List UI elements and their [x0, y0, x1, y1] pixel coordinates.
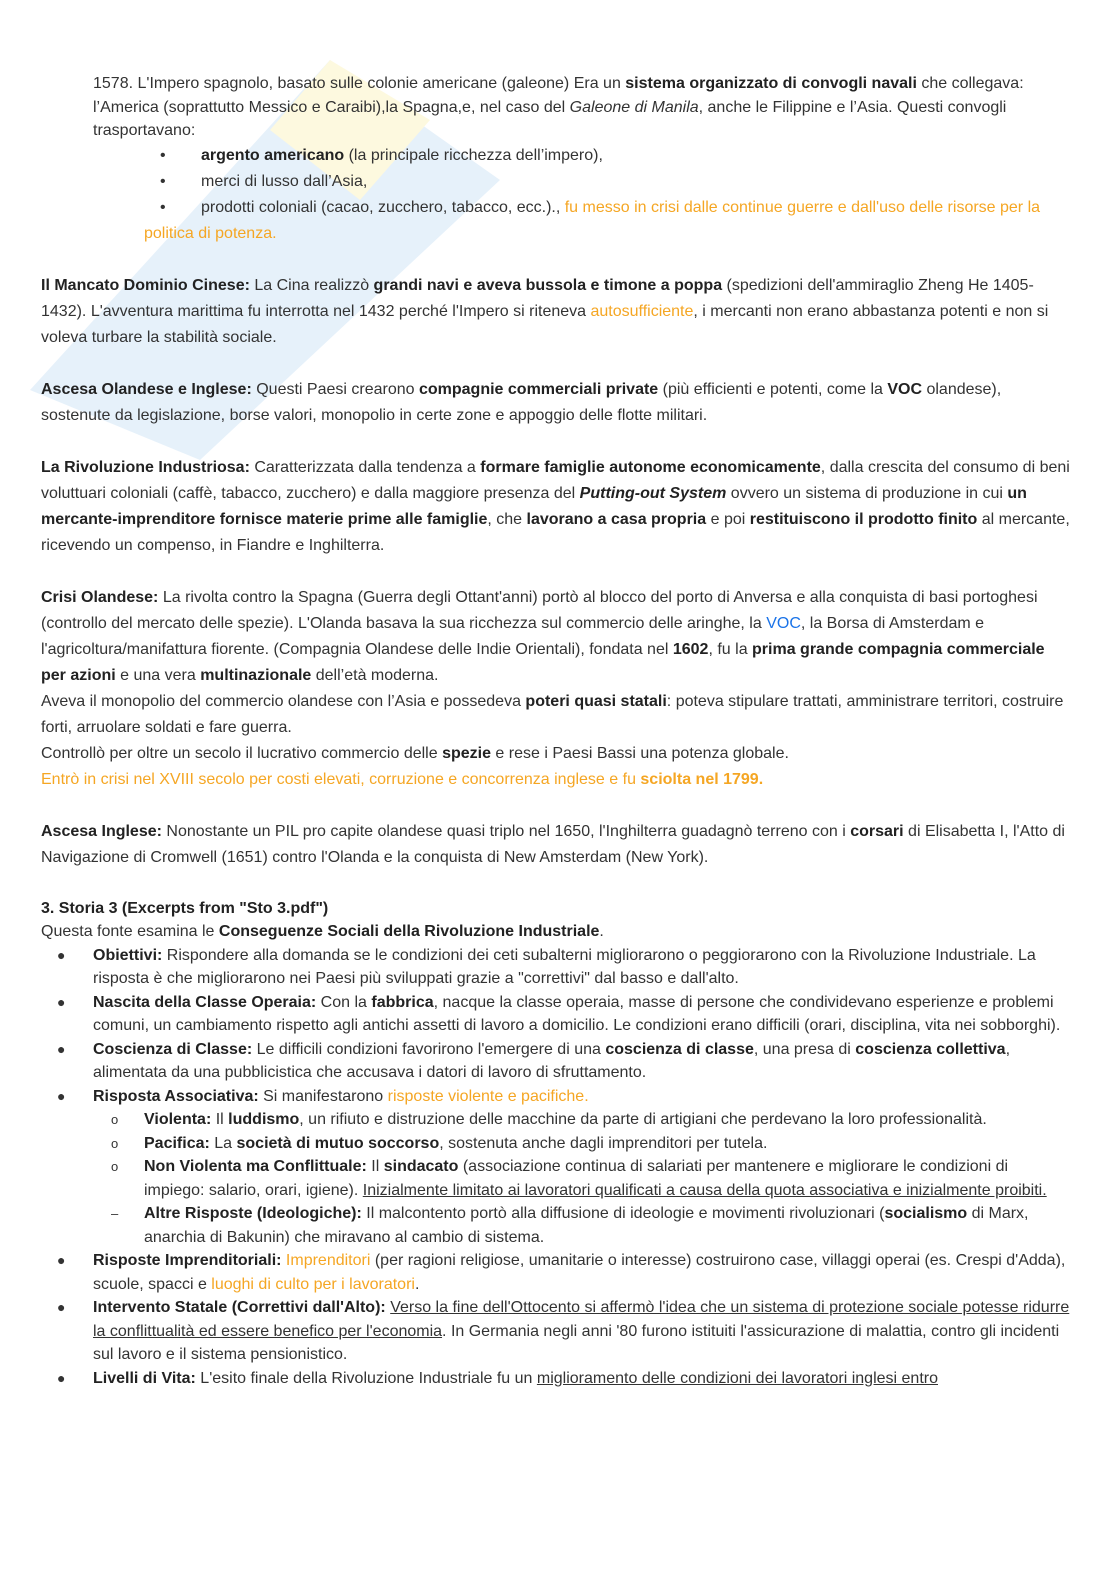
- text-run: Ascesa Olandese e Inglese:: [41, 380, 252, 398]
- text-run: (spedizioni dell'ammiraglio Zheng He 1405-1432). L'avventura marittima fu interrotta nel 1432 perché l'Impero si riteneva: [41, 276, 1034, 320]
- text-run: autosufficiente: [590, 302, 694, 320]
- text-run: al mercante, ricevendo un compenso, in Fiandre e Inghilterra.: [41, 510, 1070, 554]
- text-run: sindacato: [383, 1158, 459, 1175]
- text-run: , anche le Filippine e l’Asia. Questi convogli trasportavano:: [93, 98, 1007, 139]
- text-run: di Marx, anarchia di Bakunin) che miravano al cambio di sistema.: [144, 1205, 1029, 1246]
- text-run: di Elisabetta I, l'Atto di Navigazione di Cromwell (1651) contro l'Olanda e la conquista di New Amsterdam (New York).: [41, 822, 1065, 866]
- text-run: Non Violenta ma Conflittuale:: [144, 1158, 367, 1175]
- text-run: , fu la: [708, 640, 753, 658]
- text-run: , un rifiuto e distruzione delle macchine da parte di artigiani che perdevano la loro professionalità.: [299, 1111, 987, 1128]
- paragraph: [41, 273, 1071, 351]
- bullet-icon: ●: [57, 1299, 66, 1315]
- hollow-bullet-icon: o: [111, 1112, 119, 1127]
- text-run: Il malcontento portò alla diffusione di ideologie e movimenti rivoluzionari (: [361, 1205, 885, 1222]
- text-run: , i mercanti non erano abbastanza potenti e non si voleva turbare la stabilità sociale.: [41, 302, 1049, 346]
- text-run: Controllò per oltre un secolo il lucrativo commercio delle: [41, 744, 443, 762]
- text-run: miglioramento delle condizioni dei lavoratori inglesi entro: [536, 1369, 938, 1387]
- paragraph: [41, 72, 1071, 143]
- list-item: [41, 1108, 1071, 1132]
- bullet-icon: ●: [57, 1087, 66, 1104]
- text-run: prima grande compagnia commerciale per azioni: [41, 640, 1045, 684]
- text-run: e una vera: [115, 666, 201, 684]
- text-run: 1578. L'Impero spagnolo, basato sulle colonie americane (galeone) Era un: [93, 75, 626, 92]
- paragraph: [41, 767, 1071, 793]
- text-run: VOC: [766, 614, 801, 632]
- text-run: Il: [366, 1158, 384, 1175]
- paragraph-spacer: [41, 429, 1071, 455]
- bullet-icon: ●: [57, 993, 66, 1010]
- list-item: [41, 991, 1071, 1038]
- text-run: grandi navi e aveva bussola e timone a poppa: [373, 276, 723, 294]
- text-run: Inizialmente limitato ai lavoratori qualificati a causa della quota associativa e inizialmente proibiti.: [362, 1181, 1047, 1199]
- text-run: , che: [487, 510, 527, 528]
- document-body: [41, 72, 1071, 1390]
- text-run: (per ragioni religiose, umanitarie o interesse) costruirono case, villaggi operai (es. Crespi d'Adda), scuole, spacci e: [93, 1252, 1066, 1293]
- text-run: Violenta:: [144, 1111, 212, 1128]
- text-run: .: [599, 923, 604, 940]
- text-run: argento americano: [201, 146, 345, 164]
- text-run: Caratterizzata dalla tendenza a: [249, 458, 481, 476]
- text-run: L'esito finale della Rivoluzione Industriale fu un: [195, 1369, 537, 1387]
- bullet-icon: ●: [57, 1252, 66, 1268]
- text-run: merci di lusso dall’Asia,: [201, 172, 368, 190]
- text-run: Coscienza di Classe:: [93, 1040, 253, 1058]
- dash-bullet-icon: –: [111, 1206, 119, 1221]
- text-run: , alimentata da una pubblicistica che accusava i datori di lavoro di sfruttamento.: [93, 1040, 1011, 1081]
- text-run: La rivolta contro la Spagna (Guerra degli Ottant'anni) portò al blocco del porto di Anversa e alla conquista di basi portoghesi (controllo del mercato delle spezie). L'Olanda basava la sua ricchezza sul commercio delle aringhe, la: [41, 588, 1038, 632]
- text-run: Galeone di Manila: [569, 98, 699, 116]
- text-run: Il: [211, 1111, 229, 1128]
- text-run: dell’età moderna.: [311, 666, 439, 684]
- paragraph: [41, 455, 1071, 559]
- text-run: Imprenditori: [285, 1252, 371, 1269]
- text-run: Questa fonte esamina le: [41, 923, 219, 940]
- list-item: [41, 1132, 1071, 1156]
- text-run: Pacifica:: [144, 1134, 210, 1152]
- text-run: restituiscono il prodotto finito: [749, 510, 978, 528]
- text-run: , una presa di: [753, 1040, 856, 1058]
- text-run: La: [209, 1134, 237, 1152]
- bullet-icon: ●: [57, 1040, 66, 1057]
- text-run: lavorano a casa propria: [526, 510, 707, 528]
- text-run: coscienza di classe: [605, 1040, 754, 1058]
- text-run: Nonostante un PIL pro capite olandese quasi triplo nel 1650, l'Inghilterra guadagnò terreno con i: [161, 822, 851, 840]
- paragraph: [41, 920, 1071, 944]
- text-run: formare famiglie autonome economicamente: [480, 458, 821, 476]
- paragraph: [41, 897, 1071, 921]
- paragraph-spacer: [41, 559, 1071, 585]
- text-run: socialismo: [884, 1205, 968, 1222]
- text-run: , nacque la classe operaia, masse di persone che condividevano esperienze e problemi comuni, un cambiamento rispetto agli antichi assetti di lavoro a domicilio. Le condizioni erano difficili (orari, disciplina, vita nei sobborghi).: [93, 993, 1061, 1034]
- list-item: [41, 1202, 1071, 1249]
- list-item: [41, 1038, 1071, 1085]
- text-run: 3. Storia 3 (Excerpts from "Sto 3.pdf"): [41, 899, 329, 917]
- text-run: Obiettivi:: [93, 946, 163, 964]
- list-item: [41, 1155, 1071, 1202]
- text-run: , la Borsa di Amsterdam e l'agricoltura/manifattura fiorente. (Compagnia Olandese delle Indie Orientali), fondata nel: [41, 614, 985, 658]
- list-item: [41, 944, 1071, 991]
- text-run: La Cina realizzò: [249, 276, 374, 294]
- paragraph: [41, 585, 1071, 689]
- text-run: Conseguenze Sociali della Rivoluzione Industriale: [218, 923, 600, 940]
- text-run: Risposte Imprenditoriali:: [93, 1252, 282, 1269]
- text-run: luoghi di culto per i lavoratori: [211, 1275, 415, 1293]
- text-run: spezie: [442, 744, 491, 762]
- list-item: [41, 195, 1071, 247]
- text-run: multinazionale: [200, 666, 312, 684]
- text-run: La Rivoluzione Industriosa:: [41, 458, 250, 476]
- list-item: [41, 143, 1071, 169]
- text-run: compagnie commerciali private: [418, 380, 659, 398]
- list-item: [41, 1249, 1071, 1296]
- text-run: Le difficili condizioni favorirono l'emergere di una: [252, 1040, 606, 1058]
- text-run: Putting-out System: [579, 484, 727, 502]
- list-item: [41, 1085, 1071, 1109]
- paragraph-spacer: [41, 247, 1071, 273]
- text-run: (la principale ricchezza dell’impero),: [344, 146, 603, 164]
- text-run: (associazione continua di salariati per mantenere e migliorare le condizioni di impiego: salario, orari, igiene).: [144, 1158, 1009, 1199]
- text-run: che collegava: l’America (soprattutto Messico e Caraibi),la Spagna,e, nel caso del: [93, 75, 1024, 116]
- text-run: Rispondere alla domanda se le condizioni dei ceti subalterni migliorarono o peggiorarono con la Rivoluzione Industriale. La risposta è che migliorarono nei Paesi più sviluppati grazie a "correttivi" dal basso e dall'alto.: [93, 946, 1036, 987]
- text-run: poteri quasi statali: [525, 692, 667, 710]
- text-run: (più efficienti e potenti, come la: [658, 380, 888, 398]
- text-run: coscienza collettiva: [855, 1040, 1006, 1058]
- text-run: sistema organizzato di convogli navali: [625, 75, 917, 92]
- paragraph: [41, 741, 1071, 767]
- text-run: un mercante-imprenditore fornisce materie prime alle famiglie: [41, 484, 1027, 528]
- text-run: e poi: [706, 510, 750, 528]
- hollow-bullet-icon: o: [111, 1159, 119, 1174]
- bullet-icon: •: [160, 198, 166, 216]
- text-run: , sostenuta anche dagli imprenditori per tutela.: [439, 1134, 768, 1152]
- list-item: [41, 169, 1071, 195]
- text-run: Livelli di Vita:: [93, 1369, 196, 1387]
- text-run: Verso la fine dell'Ottocento si affermò l'idea che un sistema di protezione sociale potesse ridurre la conflittualità ed essere benefico per l'economia: [93, 1299, 1070, 1340]
- text-run: società di mutuo soccorso: [236, 1134, 440, 1152]
- text-run: Si manifestarono: [258, 1087, 388, 1105]
- text-run: VOC: [887, 380, 923, 398]
- paragraph: [41, 377, 1071, 429]
- text-run: : poteva stipulare trattati, amministrare territori, costruire forti, arruolare soldati e fare guerra.: [41, 692, 1064, 736]
- text-run: Il Mancato Dominio Cinese:: [41, 276, 250, 294]
- text-run: Intervento Statale (Correttivi dall'Alto):: [93, 1299, 386, 1316]
- paragraph-spacer: [41, 351, 1071, 377]
- text-run: Questi Paesi crearono: [251, 380, 419, 398]
- bullet-icon: ●: [57, 946, 66, 963]
- text-run: fabbrica: [371, 993, 434, 1011]
- text-run: corsari: [850, 822, 904, 840]
- text-run: . In Germania negli anni '80 furono istituiti l'assicurazione di malattia, contro gli incidenti sul lavoro e il sistema pensionistico.: [93, 1322, 1060, 1363]
- list-item: [41, 1367, 1071, 1391]
- text-run: olandese), sostenute da legislazione, borse valori, monopolio in certe zone e appoggio delle flotte militari.: [41, 380, 1002, 424]
- text-run: fu messo in crisi dalle continue guerre e dall'uso delle risorse per la politica di potenza.: [144, 198, 1041, 242]
- bullet-icon: •: [160, 172, 166, 190]
- text-run: Ascesa Inglese:: [41, 822, 162, 840]
- text-run: Crisi Olandese:: [41, 588, 159, 606]
- list-item: [41, 1296, 1071, 1367]
- text-run: , dalla crescita del consumo di beni voluttuari coloniali (caffè, tabacco, zucchero) e dalla maggiore presenza del: [41, 458, 1070, 502]
- text-run: .: [414, 1275, 420, 1293]
- hollow-bullet-icon: o: [111, 1135, 119, 1151]
- text-run: risposte violente e pacifiche.: [387, 1087, 589, 1105]
- text-run: Risposta Associativa:: [93, 1087, 259, 1105]
- text-run: Con la: [316, 993, 372, 1011]
- text-run: Altre Risposte (Ideologiche):: [144, 1205, 362, 1222]
- text-run: sciolta nel 1799.: [640, 770, 764, 788]
- paragraph-spacer: [41, 871, 1071, 897]
- paragraph: [41, 819, 1071, 871]
- text-run: prodotti coloniali (cacao, zucchero, tabacco, ecc.).,: [201, 198, 565, 216]
- text-run: Entrò in crisi nel XVIII secolo per costi elevati, corruzione e concorrenza inglese e fu: [41, 770, 641, 788]
- paragraph-spacer: [41, 793, 1071, 819]
- paragraph: [41, 689, 1071, 741]
- text-run: Aveva il monopolio del commercio olandese con l’Asia e possedeva: [41, 692, 526, 710]
- text-run: e rese i Paesi Bassi una potenza globale.: [490, 744, 789, 762]
- text-run: ovvero un sistema di produzione in cui: [726, 484, 1008, 502]
- text-run: 1602: [672, 640, 709, 658]
- text-run: luddismo: [228, 1111, 300, 1128]
- bullet-icon: ●: [57, 1369, 66, 1386]
- text-run: Nascita della Classe Operaia:: [93, 993, 317, 1011]
- bullet-icon: •: [160, 146, 166, 164]
